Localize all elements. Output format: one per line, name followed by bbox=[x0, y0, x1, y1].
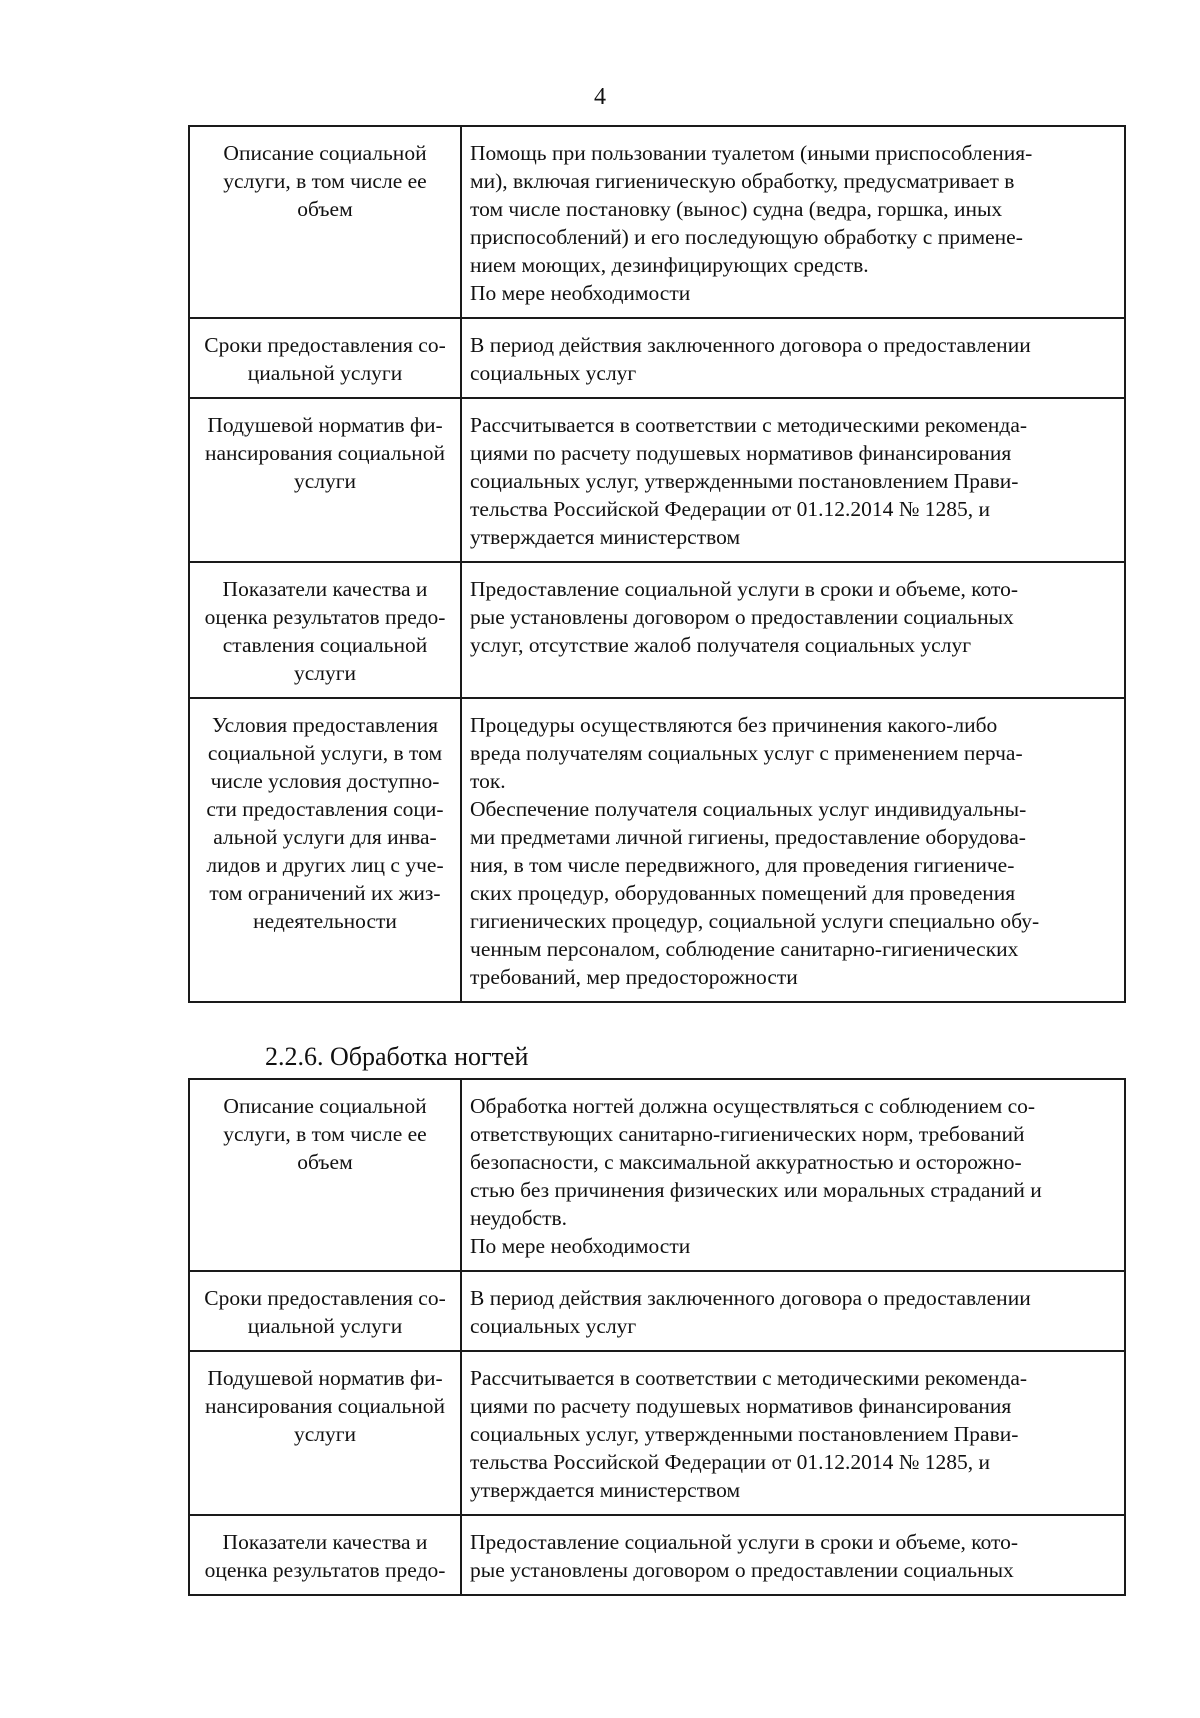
label-line: ставления социальной bbox=[222, 633, 428, 657]
table-row bbox=[189, 126, 1125, 318]
row-label-quality bbox=[189, 562, 461, 698]
value-line: тельства Российской Федерации от 01.12.2014 № 1285, и bbox=[470, 497, 990, 521]
label-line: Описание социальной bbox=[223, 1094, 427, 1118]
table-row bbox=[189, 562, 1125, 698]
value-line: По мере необходимости bbox=[470, 1234, 691, 1258]
value-line: неудобств. bbox=[470, 1206, 568, 1230]
value-line: циями по расчету подушевых нормативов финансирования bbox=[470, 441, 1012, 465]
value-line: ми), включая гигиеническую обработку, предусматривает в bbox=[470, 169, 1015, 193]
value-line: Обеспечение получателя социальных услуг индивидуальны- bbox=[470, 797, 1027, 821]
value-line: тельства Российской Федерации от 01.12.2014 № 1285, и bbox=[470, 1450, 990, 1474]
value-line: требований, мер предосторожности bbox=[470, 965, 798, 989]
value-line: утверждается министерством bbox=[470, 525, 741, 549]
value-line: Рассчитывается в соответствии с методическими рекоменда- bbox=[470, 413, 1028, 437]
label-line: Показатели качества и bbox=[222, 577, 428, 601]
service-table-nail-care bbox=[188, 1078, 1126, 1596]
row-value-description bbox=[461, 1079, 1125, 1271]
table-row bbox=[189, 1351, 1125, 1515]
label-line: Подушевой норматив фи- bbox=[207, 1366, 443, 1390]
value-line: том числе постановку (вынос) судна (ведра, горшка, иных bbox=[470, 197, 1003, 221]
label-line: недеятельности bbox=[253, 909, 397, 933]
label-line: нансирования социальной bbox=[204, 1394, 446, 1418]
label-line: оценка результатов предо- bbox=[204, 605, 446, 629]
table-row bbox=[189, 1515, 1125, 1595]
row-label-conditions bbox=[189, 698, 461, 1002]
value-line: ответствующих санитарно-гигиенических норм, требований bbox=[470, 1122, 1025, 1146]
value-line: ских процедур, оборудованных помещений для проведения bbox=[470, 881, 1016, 905]
value-line: Помощь при пользовании туалетом (иными приспособления- bbox=[470, 141, 1033, 165]
row-label-description bbox=[189, 1079, 461, 1271]
row-label-description bbox=[189, 126, 461, 318]
value-line: гигиенических процедур, социальной услуги специально обу- bbox=[470, 909, 1040, 933]
label-line: циальной услуги bbox=[247, 361, 403, 385]
page-number: 4 bbox=[594, 84, 606, 110]
label-line: том ограничений их жиз- bbox=[209, 881, 441, 905]
label-line: нансирования социальной bbox=[204, 441, 446, 465]
value-line: В период действия заключенного договора о предоставлении bbox=[470, 333, 1031, 357]
value-line: услуг, отсутствие жалоб получателя социальных услуг bbox=[470, 633, 972, 657]
value-line: Обработка ногтей должна осуществляться с соблюдением со- bbox=[470, 1094, 1036, 1118]
label-line: услуги bbox=[293, 1422, 357, 1446]
value-line: рые установлены договором о предоставлении социальных bbox=[470, 1558, 1014, 1582]
label-line: объем bbox=[297, 197, 353, 221]
label-line: числе условия доступно- bbox=[210, 769, 440, 793]
table-row bbox=[189, 318, 1125, 398]
row-value-funding bbox=[461, 398, 1125, 562]
value-line: приспособлений) и его последующую обработку с примене- bbox=[470, 225, 1023, 249]
label-line: Сроки предоставления со- bbox=[204, 1286, 446, 1310]
value-line: ния, в том числе передвижного, для проведения гигиениче- bbox=[470, 853, 1015, 877]
label-line: объем bbox=[297, 1150, 353, 1174]
label-line: услуги bbox=[293, 469, 357, 493]
value-line: ченным персоналом, соблюдение санитарно-гигиенических bbox=[470, 937, 1019, 961]
value-line: безопасности, с максимальной аккуратностью и осторожно- bbox=[470, 1150, 1022, 1174]
row-label-funding bbox=[189, 398, 461, 562]
row-value-terms bbox=[461, 318, 1125, 398]
row-value-quality bbox=[461, 562, 1125, 698]
value-line: Предоставление социальной услуги в сроки и объеме, кото- bbox=[470, 577, 1019, 601]
label-line: оценка результатов предо- bbox=[204, 1558, 446, 1582]
label-line: циальной услуги bbox=[247, 1314, 403, 1338]
value-line: Рассчитывается в соответствии с методическими рекоменда- bbox=[470, 1366, 1028, 1390]
value-line: В период действия заключенного договора о предоставлении bbox=[470, 1286, 1031, 1310]
value-line: социальных услуг, утвержденными постановлением Прави- bbox=[470, 469, 1019, 493]
table-row bbox=[189, 698, 1125, 1002]
row-label-funding bbox=[189, 1351, 461, 1515]
row-label-terms bbox=[189, 1271, 461, 1351]
label-line: социальной услуги, в том bbox=[207, 741, 443, 765]
value-line: рые установлены договором о предоставлении социальных bbox=[470, 605, 1014, 629]
label-line: альной услуги для инва- bbox=[213, 825, 437, 849]
value-line: Предоставление социальной услуги в сроки и объеме, кото- bbox=[470, 1530, 1019, 1554]
value-line: вреда получателям социальных услуг с применением перча- bbox=[470, 741, 1023, 765]
section-heading: 2.2.6. Обработка ногтей bbox=[265, 1042, 529, 1071]
value-line: утверждается министерством bbox=[470, 1478, 741, 1502]
value-line: нием моющих, дезинфицирующих средств. bbox=[470, 253, 869, 277]
value-line: циями по расчету подушевых нормативов финансирования bbox=[470, 1394, 1012, 1418]
label-line: лидов и других лиц с уче- bbox=[206, 853, 444, 877]
row-value-funding bbox=[461, 1351, 1125, 1515]
value-line: социальных услуг bbox=[470, 1314, 637, 1338]
row-value-terms bbox=[461, 1271, 1125, 1351]
label-line: услуги, в том числе ее bbox=[223, 169, 427, 193]
service-table-toilet-assistance bbox=[188, 125, 1126, 1003]
label-line: услуги, в том числе ее bbox=[223, 1122, 427, 1146]
value-line: По мере необходимости bbox=[470, 281, 691, 305]
row-value-description bbox=[461, 126, 1125, 318]
table-row bbox=[189, 398, 1125, 562]
value-line: стью без причинения физических или моральных страданий и bbox=[470, 1178, 1042, 1202]
table-row bbox=[189, 1271, 1125, 1351]
label-line: услуги bbox=[293, 661, 357, 685]
row-value-quality bbox=[461, 1515, 1125, 1595]
row-value-conditions bbox=[461, 698, 1125, 1002]
label-line: Сроки предоставления со- bbox=[204, 333, 446, 357]
label-line: Условия предоставления bbox=[211, 713, 439, 737]
label-line: Подушевой норматив фи- bbox=[207, 413, 443, 437]
label-line: сти предоставления соци- bbox=[206, 797, 444, 821]
row-label-terms bbox=[189, 318, 461, 398]
label-line: Описание социальной bbox=[223, 141, 427, 165]
value-line: ми предметами личной гигиены, предоставление оборудова- bbox=[470, 825, 1026, 849]
table-row bbox=[189, 1079, 1125, 1271]
value-line: ток. bbox=[470, 769, 506, 793]
label-line: Показатели качества и bbox=[222, 1530, 428, 1554]
value-line: социальных услуг, утвержденными постановлением Прави- bbox=[470, 1422, 1019, 1446]
value-line: социальных услуг bbox=[470, 361, 637, 385]
row-label-quality bbox=[189, 1515, 461, 1595]
value-line: Процедуры осуществляются без причинения какого-либо bbox=[470, 713, 998, 737]
